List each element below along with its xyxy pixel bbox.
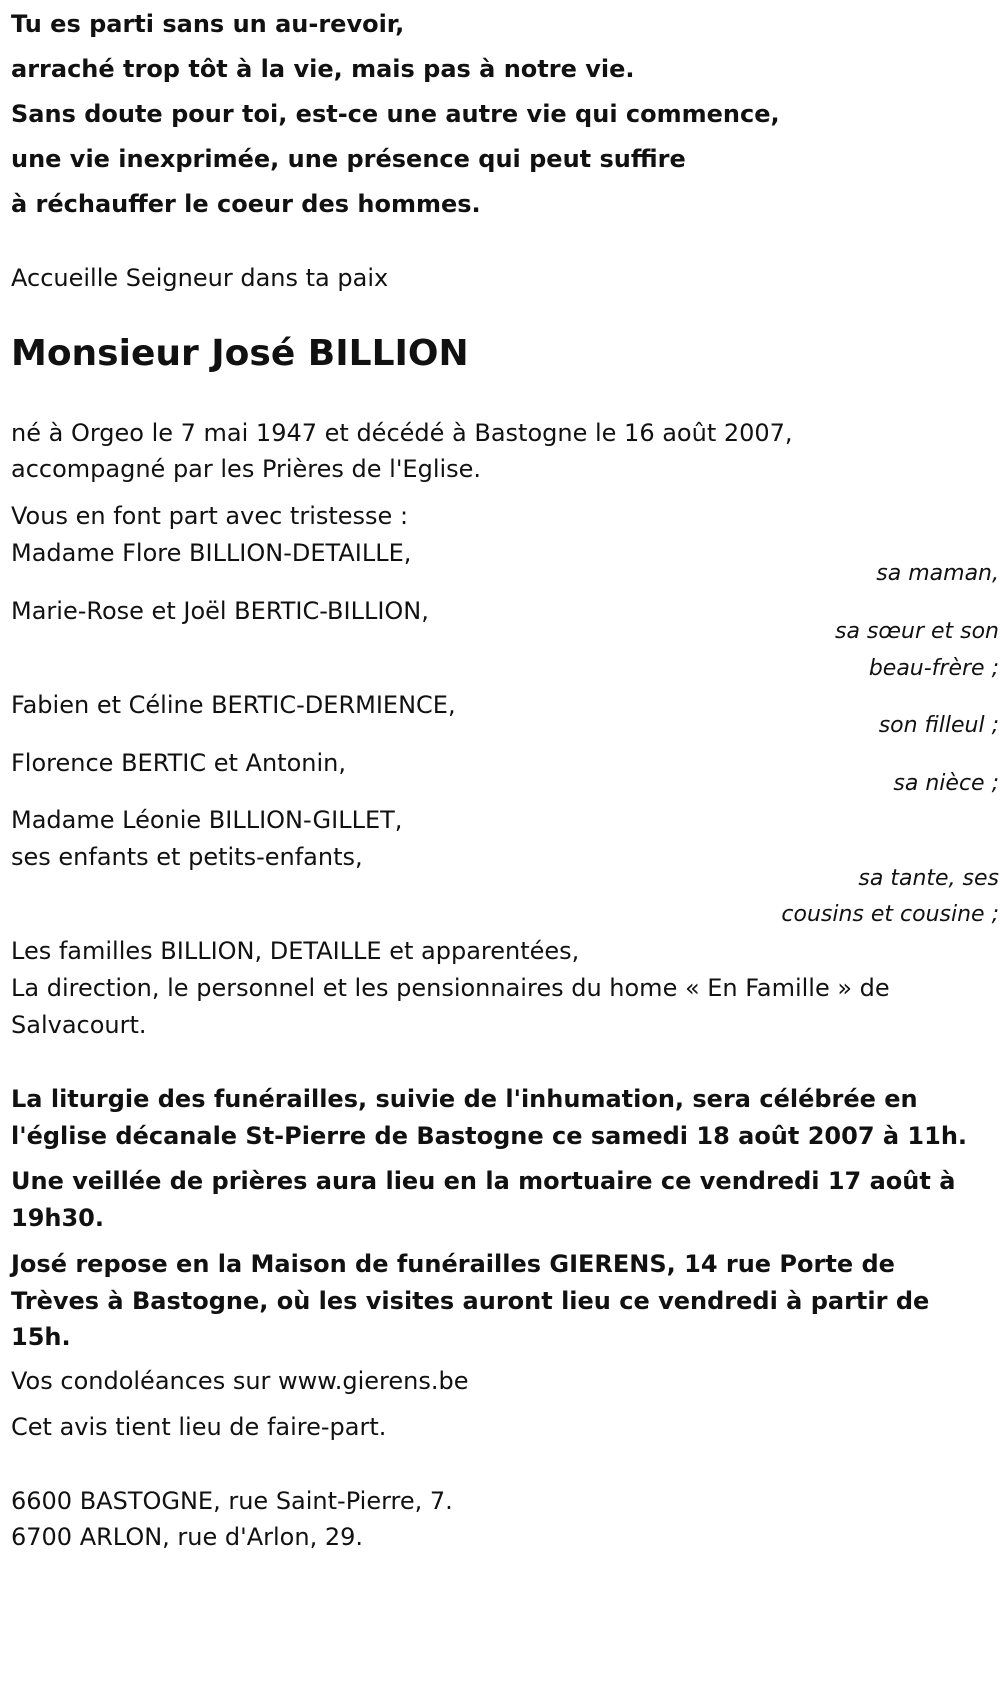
poem-line: à réchauffer le coeur des hommes. [11, 190, 481, 218]
family-relation: son filleul ; [878, 713, 999, 738]
prayer-line: Accueille Seigneur dans ta paix [11, 264, 389, 292]
direction-line: Salvacourt. [11, 1011, 147, 1039]
direction-line: La direction, le personnel et les pensionnaires du home « En Famille » de [11, 974, 890, 1002]
family-relation: beau-frère ; [868, 656, 999, 681]
family-relation: sa nièce ; [893, 771, 999, 796]
liturgy-line: La liturgie des funérailles, suivie de l'inhumation, sera célébrée en [11, 1085, 918, 1113]
family-relation: cousins et cousine ; [781, 902, 999, 927]
prayers-line: accompagné par les Prières de l'Eglise. [11, 455, 482, 483]
address-line: 6700 ARLON, rue d'Arlon, 29. [11, 1523, 363, 1551]
birth-death-line: né à Orgeo le 7 mai 1947 et décédé à Bastogne le 16 août 2007, [11, 419, 793, 447]
poem-line: une vie inexprimée, une présence qui peut suffire [11, 145, 686, 173]
family-relation: sa tante, ses [858, 866, 999, 891]
liturgy-line: l'église décanale St-Pierre de Bastogne ce samedi 18 août 2007 à 11h. [11, 1122, 968, 1150]
poem-line: arraché trop tôt à la vie, mais pas à notre vie. [11, 55, 635, 83]
family-name: Marie-Rose et Joël BERTIC-BILLION, [11, 597, 429, 625]
poem-line: Sans doute pour toi, est-ce une autre vie qui commence, [11, 100, 780, 128]
address-line: 6600 BASTOGNE, rue Saint-Pierre, 7. [11, 1487, 453, 1515]
family-name: ses enfants et petits-enfants, [11, 843, 363, 871]
family-name: Fabien et Céline BERTIC-DERMIENCE, [11, 691, 456, 719]
notice-line: Cet avis tient lieu de faire-part. [11, 1413, 387, 1441]
family-name: Madame Léonie BILLION-GILLET, [11, 806, 403, 834]
families-line: Les familles BILLION, DETAILLE et apparentées, [11, 937, 580, 965]
rest-line: José repose en la Maison de funérailles GIERENS, 14 rue Porte de [11, 1250, 895, 1278]
vigil-line: 19h30. [11, 1204, 104, 1232]
family-relation: sa maman, [876, 561, 999, 586]
family-name: Florence BERTIC et Antonin, [11, 749, 346, 777]
vigil-line: Une veillée de prières aura lieu en la mortuaire ce vendredi 17 août à [11, 1167, 956, 1195]
family-relation: sa sœur et son [834, 619, 999, 644]
condolences-line: Vos condoléances sur www.gierens.be [11, 1367, 469, 1395]
poem-line: Tu es parti sans un au-revoir, [11, 10, 405, 38]
deceased-name: Monsieur José BILLION [11, 333, 469, 374]
rest-line: 15h. [11, 1323, 71, 1351]
family-name: Madame Flore BILLION-DETAILLE, [11, 539, 412, 567]
announce-line: Vous en font part avec tristesse : [11, 502, 409, 530]
rest-line: Trèves à Bastogne, où les visites auront lieu ce vendredi à partir de [11, 1287, 930, 1315]
